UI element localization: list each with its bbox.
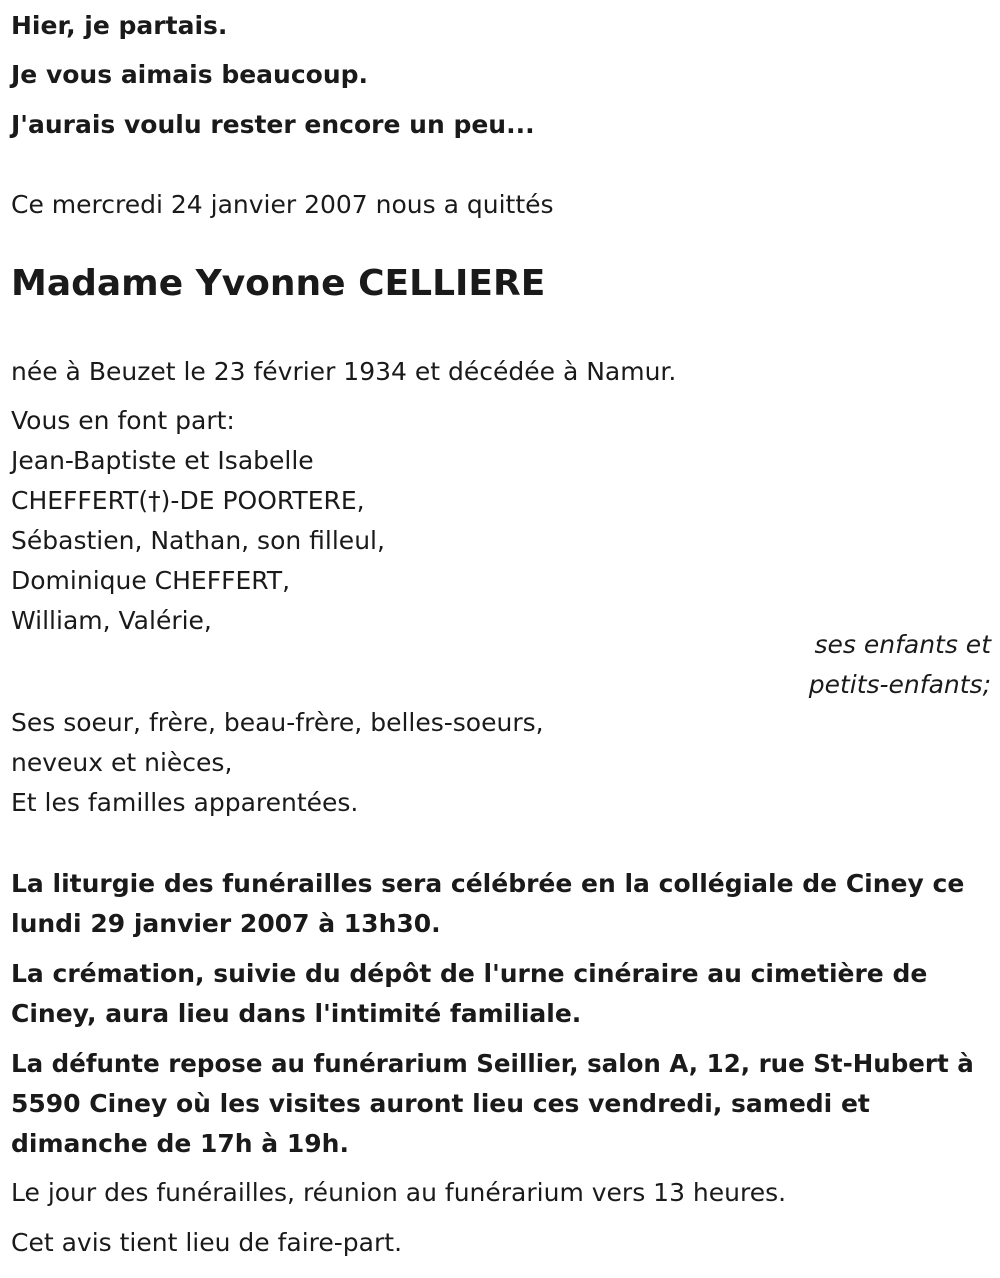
closing-line: Cet avis tient lieu de faire-part.: [11, 1228, 403, 1257]
announcer-line: Jean-Baptiste et Isabelle: [11, 446, 314, 475]
ceremony-line: 5590 Ciney où les visites auront lieu ces vendredi, samedi et: [11, 1089, 870, 1118]
ceremony-line: dimanche de 17h à 19h.: [11, 1129, 349, 1158]
ceremony-line: La liturgie des funérailles sera célébrée en la collégiale de Ciney ce: [11, 869, 965, 898]
ceremony-line: lundi 29 janvier 2007 à 13h30.: [11, 909, 441, 938]
intro-text: Ce mercredi 24 janvier 2007 nous a quittés: [11, 190, 554, 219]
ceremony-line: La crémation, suivie du dépôt de l'urne cinéraire au cimetière de: [11, 959, 928, 988]
family-line: Et les familles apparentées.: [11, 788, 359, 817]
birth-info: née à Beuzet le 23 février 1934 et décédée à Namur.: [11, 357, 677, 386]
announcer-line: Dominique CHEFFERT,: [11, 566, 291, 595]
closing-line: Le jour des funérailles, réunion au funérarium vers 13 heures.: [11, 1178, 787, 1207]
ceremony-line: Ciney, aura lieu dans l'intimité familiale.: [11, 999, 582, 1028]
announcer-line: CHEFFERT(†)-DE POORTERE,: [11, 486, 365, 515]
ceremony-line: La défunte repose au funérarium Seillier, salon A, 12, rue St-Hubert à: [11, 1049, 974, 1078]
relation-line-2: petits-enfants;: [808, 670, 991, 699]
poem-line-1: Hier, je partais.: [11, 11, 228, 40]
poem-line-2: Je vous aimais beaucoup.: [11, 60, 369, 89]
family-line: neveux et nièces,: [11, 748, 233, 777]
deceased-name: Madame Yvonne CELLIERE: [11, 263, 546, 304]
announcer-line: William, Valérie,: [11, 606, 212, 635]
relation-line-1: ses enfants et: [814, 630, 991, 659]
announcer-line: Sébastien, Nathan, son filleul,: [11, 526, 385, 555]
poem-line-3: J'aurais voulu rester encore un peu...: [11, 110, 535, 139]
family-line: Ses soeur, frère, beau-frère, belles-soeurs,: [11, 708, 544, 737]
announcers-heading: Vous en font part:: [11, 406, 235, 435]
